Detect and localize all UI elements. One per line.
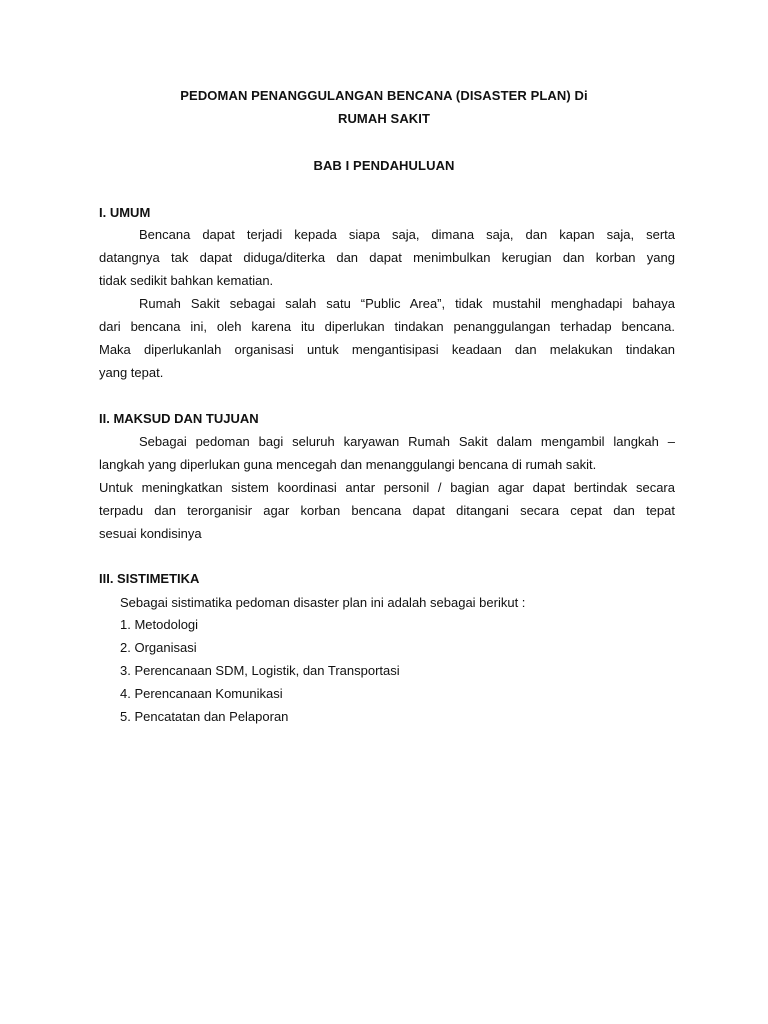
section-heading-maksud-tujuan: II. MAKSUD DAN TUJUAN	[99, 411, 259, 426]
chapter-heading: BAB I PENDAHULUAN	[313, 158, 455, 173]
section-heading-sistimetika: III. SISTIMETIKA	[99, 571, 200, 586]
list-item: 1. Metodologi	[120, 617, 199, 632]
paragraph-line: Bencana dapat terjadi kepada siapa saja, dimana saja, dan kapan saja, serta	[139, 227, 675, 242]
paragraph-line: Maka diperlukanlah organisasi untuk mengantisipasi keadaan dan melakukan tindakan	[99, 342, 675, 357]
paragraph-line: Rumah Sakit sebagai salah satu “Public Area”, tidak mustahil menghadapi bahaya	[139, 296, 675, 311]
paragraph-line: Untuk meningkatkan sistem koordinasi antar personil / bagian agar dapat bertindak secara	[99, 480, 675, 495]
paragraph-line: dari bencana ini, oleh karena itu diperlukan tindakan penanggulangan terhadap bencana.	[99, 319, 675, 334]
paragraph-line: langkah yang diperlukan guna mencegah dan menanggulangi bencana di rumah sakit.	[99, 457, 597, 472]
paragraph-maksud-2	[99, 476, 675, 545]
paragraph-line: Sebagai pedoman bagi seluruh karyawan Rumah Sakit dalam mengambil langkah –	[139, 434, 675, 449]
paragraph-line: yang tepat.	[99, 365, 164, 380]
document-title-line-1: PEDOMAN PENANGGULANGAN BENCANA (DISASTER PLAN) Di	[180, 88, 588, 103]
paragraph-line: terpadu dan terorganisir agar korban bencana dapat ditangani secara cepat dan tepat	[99, 503, 675, 518]
paragraph-umum-2	[99, 292, 675, 384]
list-item: 3. Perencanaan SDM, Logistik, dan Transportasi	[120, 663, 400, 678]
list-item: 4. Perencanaan Komunikasi	[120, 686, 283, 701]
paragraph-umum-1	[99, 223, 675, 292]
paragraph-line: tidak sedikit bahkan kematian.	[99, 273, 274, 288]
section-heading-umum: I. UMUM	[99, 205, 151, 220]
list-intro: Sebagai sistimatika pedoman disaster plan ini adalah sebagai berikut :	[120, 595, 526, 610]
list-item: 2. Organisasi	[120, 640, 197, 655]
paragraph-line: sesuai kondisinya	[99, 526, 202, 541]
paragraph-line: datangnya tak dapat diduga/diterka dan dapat menimbulkan kerugian dan korban yang	[99, 250, 675, 265]
paragraph-maksud-1	[99, 430, 675, 476]
sistimetika-list	[120, 617, 400, 732]
list-item: 5. Pencatatan dan Pelaporan	[120, 709, 289, 724]
document-title-line-2: RUMAH SAKIT	[337, 111, 431, 126]
